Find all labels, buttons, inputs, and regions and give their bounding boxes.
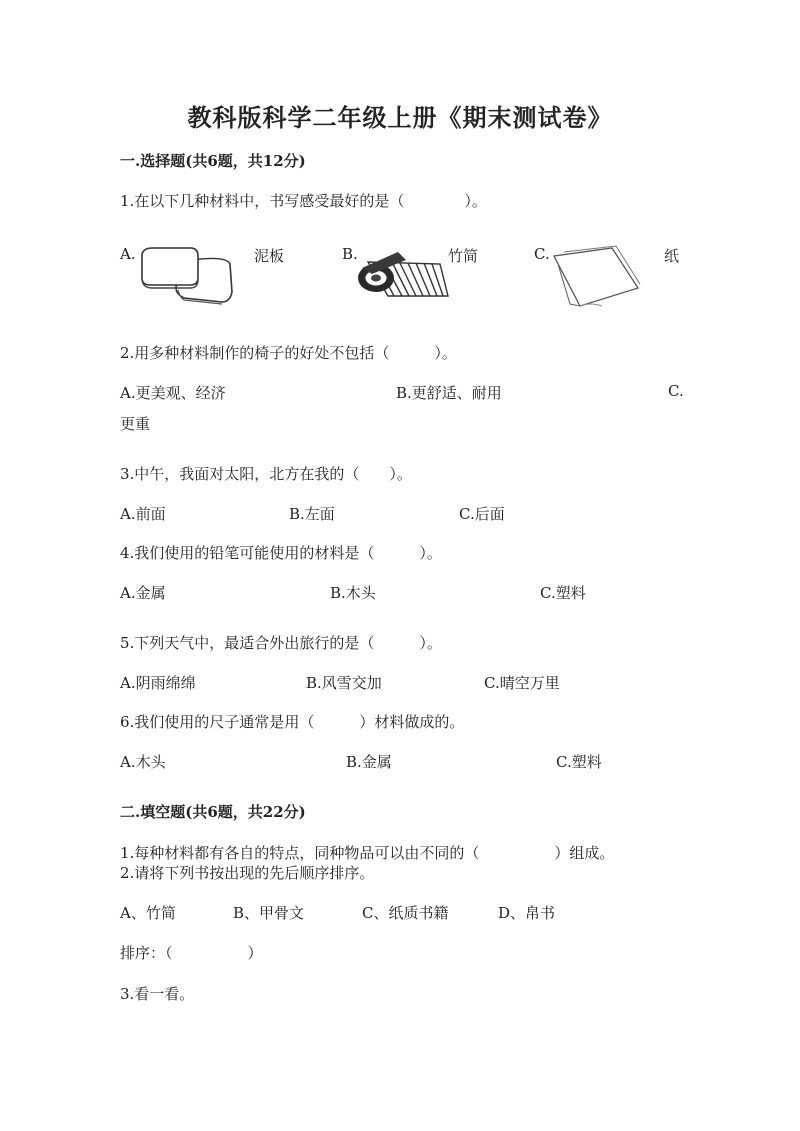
clay-tablet-image bbox=[136, 244, 236, 306]
question-2-3: 3.看一看。 bbox=[120, 985, 195, 1003]
q6-option-b: B.金属 bbox=[346, 753, 392, 771]
q6-option-a: A.木头 bbox=[120, 753, 166, 771]
q1-option-c-letter: C. bbox=[534, 245, 550, 263]
q3-option-a: A.前面 bbox=[120, 505, 166, 523]
q1-option-b-letter: B. bbox=[342, 245, 358, 263]
q6-option-c: C.塑料 bbox=[556, 753, 602, 771]
q1-option-b-label: 竹简 bbox=[448, 247, 479, 265]
q5-option-b: B.风雪交加 bbox=[306, 674, 382, 692]
q5-option-a: A.阴雨绵绵 bbox=[120, 674, 196, 692]
question-1-1: 1.在以下几种材料中，书写感受最好的是（ ）。 bbox=[120, 192, 487, 210]
q4-option-c: C.塑料 bbox=[540, 584, 586, 602]
q2-2-option-b: B、甲骨文 bbox=[233, 904, 305, 922]
paper-image bbox=[550, 244, 642, 310]
q4-option-b: B.木头 bbox=[330, 584, 376, 602]
q2-2-option-a: A、竹简 bbox=[120, 904, 176, 922]
q4-option-a: A.金属 bbox=[120, 584, 166, 602]
q1-option-a-letter: A. bbox=[120, 245, 136, 263]
order-answer-line: 排序：（ ） bbox=[120, 944, 263, 962]
q2-option-c-letter: C. bbox=[668, 382, 684, 400]
section-2-heading: 二.填空题(共6题，共22分) bbox=[120, 803, 306, 821]
question-1-2: 2.用多种材料制作的椅子的好处不包括（ ）。 bbox=[120, 344, 457, 362]
q1-option-a-label: 泥板 bbox=[254, 247, 285, 265]
q5-option-c: C.晴空万里 bbox=[484, 674, 560, 692]
question-2-1: 1.每种材料都有各自的特点，同种物品可以由不同的（ ）组成。 bbox=[120, 844, 615, 862]
question-1-5: 5.下列天气中，最适合外出旅行的是（ ）。 bbox=[120, 634, 442, 652]
q3-option-c: C.后面 bbox=[459, 505, 505, 523]
q2-option-b: B.更舒适、耐用 bbox=[396, 384, 502, 402]
q2-option-c-text: 更重 bbox=[120, 415, 151, 433]
question-1-3: 3.中午，我面对太阳，北方在我的（ ）。 bbox=[120, 465, 412, 483]
q2-option-a: A.更美观、经济 bbox=[120, 384, 226, 402]
question-1-4: 4.我们使用的铅笔可能使用的材料是（ ）。 bbox=[120, 544, 442, 562]
q1-option-c-label: 纸 bbox=[664, 247, 680, 265]
bamboo-slips-image bbox=[352, 244, 452, 302]
question-2-2: 2.请将下列书按出现的先后顺序排序。 bbox=[120, 864, 375, 882]
section-1-heading: 一.选择题(共6题，共12分) bbox=[120, 152, 306, 170]
question-1-6: 6.我们使用的尺子通常是用（ ）材料做成的。 bbox=[120, 713, 465, 731]
q2-2-option-c: C、纸质书籍 bbox=[362, 904, 449, 922]
q3-option-b: B.左面 bbox=[289, 505, 335, 523]
page-title: 教科版科学二年级上册《期末测试卷》 bbox=[187, 103, 613, 132]
q2-2-option-d: D、帛书 bbox=[498, 904, 556, 922]
